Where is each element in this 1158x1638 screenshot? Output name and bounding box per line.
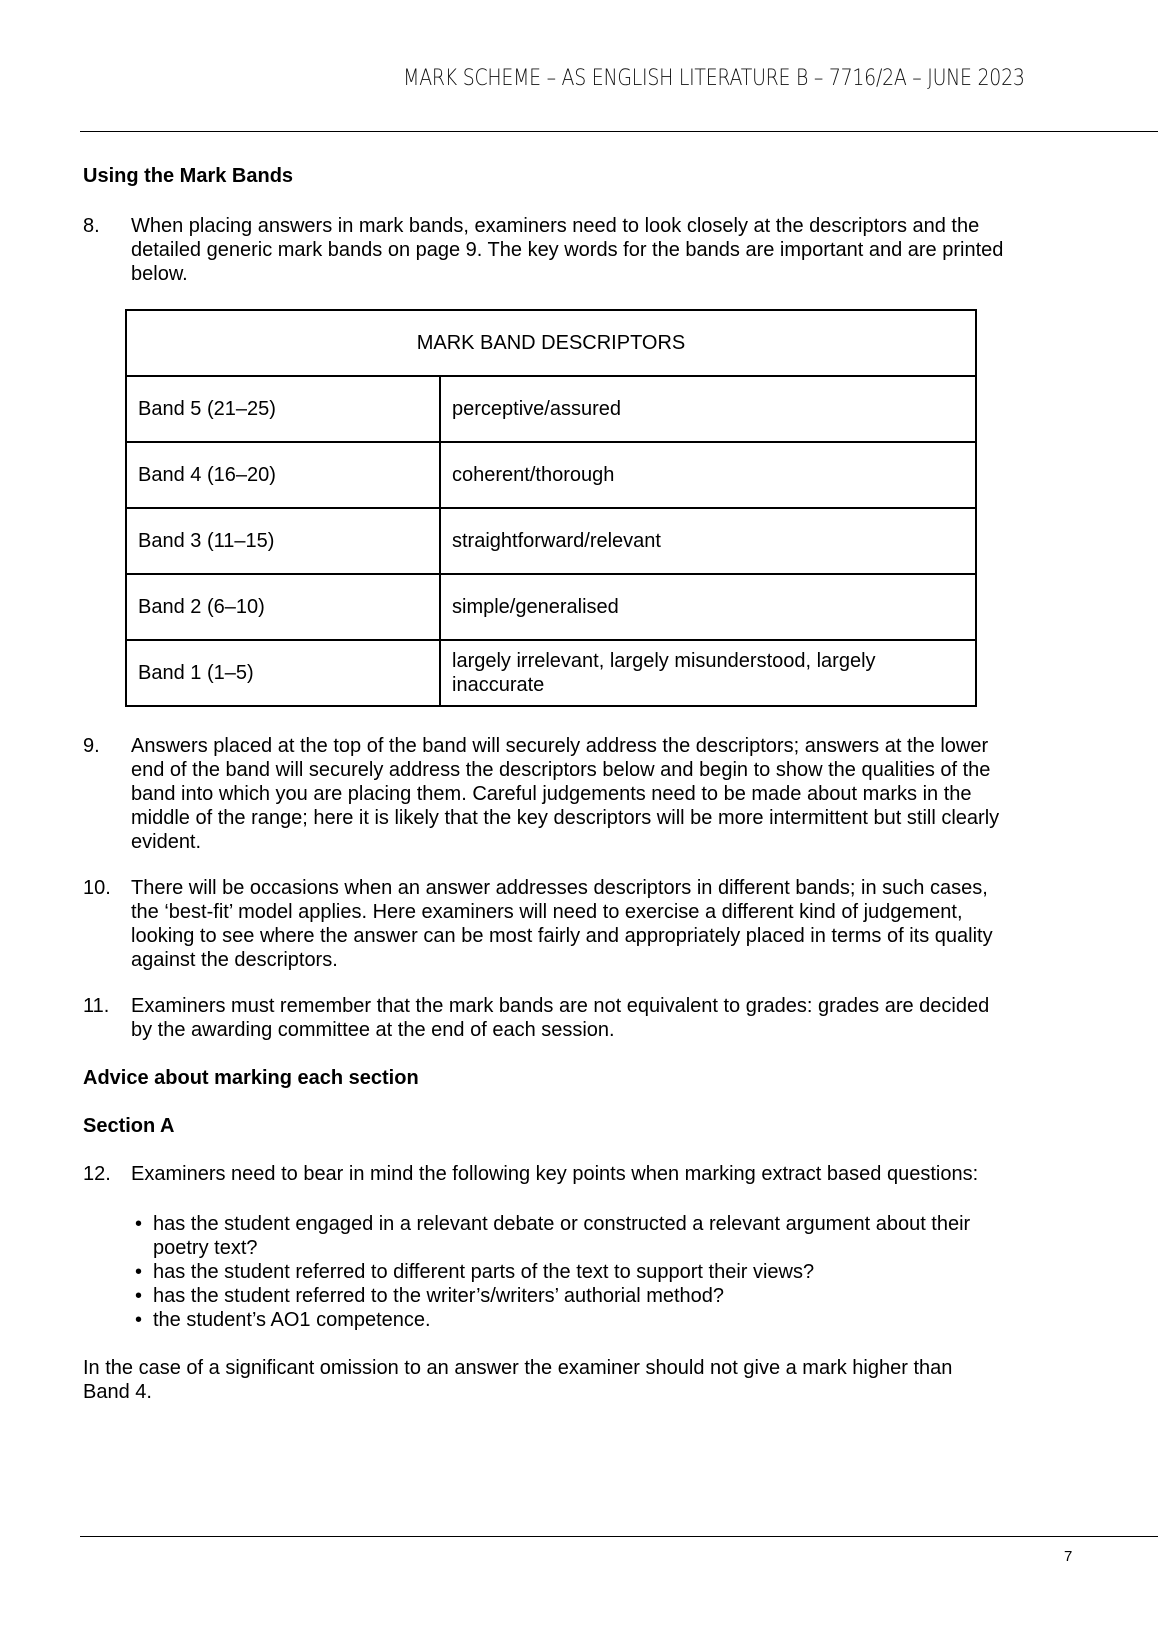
text-line: Examiners must remember that the mark bands are not equivalent to grades: grades are decided — [131, 995, 990, 1017]
key-points-list — [131, 1212, 1083, 1332]
band-cell: Band 5 (21–25) — [126, 376, 440, 442]
text-line: Answers placed at the top of the band will securely address the descriptors; answers at the lower — [131, 735, 989, 757]
text-line: • has the student referred to different parts of the text to support their views? — [153, 1261, 815, 1283]
text-line: • the student’s AO1 competence. — [153, 1309, 431, 1331]
descriptor-cell: coherent/thorough — [440, 442, 976, 508]
text-line: end of the band will securely address the descriptors below and begin to show the qualities of the — [131, 759, 991, 781]
table-title: MARK BAND DESCRIPTORS — [126, 310, 976, 376]
paragraph-8 — [83, 214, 1083, 286]
heading-using-mark-bands: Using the Mark Bands — [83, 165, 294, 187]
text-line: against the descriptors. — [131, 949, 338, 971]
text-line: middle of the range; here it is likely that the key descriptors will be more intermittent but still clearly — [131, 807, 1000, 829]
text-line: below. — [131, 263, 188, 285]
table-row — [126, 508, 976, 574]
band-cell: Band 1 (1–5) — [126, 640, 440, 706]
text-line: largely irrelevant, largely misunderstood, largely — [452, 650, 876, 672]
text-line: evident. — [131, 831, 202, 853]
paragraph-12 — [83, 1162, 1083, 1186]
table-header-row — [126, 310, 976, 376]
page-content — [83, 164, 1083, 286]
text-line: the ‘best-fit’ model applies. Here examiners will need to exercise a different kind of judgement, — [131, 901, 963, 923]
descriptor-cell: straightforward/relevant — [440, 508, 976, 574]
document-header-title: MARK SCHEME – AS ENGLISH LITERATURE B – 7716/2A – JUNE 2023 — [403, 66, 1025, 91]
text-line: band into which you are placing them. Careful judgements need to be made about marks in the — [131, 783, 972, 805]
text-line: Examiners need to bear in mind the following key points when marking extract based questions: — [131, 1163, 979, 1185]
table-row — [126, 640, 976, 706]
text-line: by the awarding committee at the end of each session. — [131, 1019, 615, 1041]
text-line: When placing answers in mark bands, examiners need to look closely at the descriptors and the — [131, 215, 980, 237]
paragraph-number: 12. — [83, 1163, 111, 1185]
paragraph-11 — [83, 994, 1083, 1042]
text-line: There will be occasions when an answer addresses descriptors in different bands; in such cases, — [131, 877, 988, 899]
text-line: detailed generic mark bands on page 9. The key words for the bands are important and are printed — [131, 239, 1004, 261]
footer-divider — [80, 1536, 1158, 1537]
text-line: • has the student engaged in a relevant debate or constructed a relevant argument about their — [153, 1213, 971, 1235]
text-line: poetry text? — [153, 1237, 258, 1259]
paragraph-10 — [83, 876, 1083, 972]
page-content-continued — [83, 734, 1083, 1404]
heading-advice: Advice about marking each section — [83, 1067, 419, 1089]
list-item — [131, 1260, 1083, 1284]
band-cell: Band 3 (11–15) — [126, 508, 440, 574]
band-cell: Band 4 (16–20) — [126, 442, 440, 508]
page-number: 7 — [1064, 1548, 1073, 1565]
table-row — [126, 442, 976, 508]
closing-paragraph — [83, 1356, 1083, 1404]
mark-band-descriptors-table — [125, 309, 977, 707]
text-line: • has the student referred to the writer’s/writers’ authorial method? — [153, 1285, 725, 1307]
band-cell: Band 2 (6–10) — [126, 574, 440, 640]
list-item — [131, 1284, 1083, 1308]
text-line: Band 4. — [83, 1381, 152, 1403]
paragraph-number: 11. — [83, 995, 110, 1017]
table-row — [126, 376, 976, 442]
paragraph-number: 8. — [83, 215, 100, 237]
header-divider — [80, 131, 1158, 132]
descriptor-cell: simple/generalised — [440, 574, 976, 640]
paragraph-9 — [83, 734, 1083, 854]
paragraph-number: 9. — [83, 735, 100, 757]
heading-section-a: Section A — [83, 1115, 175, 1137]
descriptor-cell — [440, 640, 976, 706]
list-item — [131, 1308, 1083, 1332]
text-line: looking to see where the answer can be most fairly and appropriately placed in terms of its quality — [131, 925, 993, 947]
table-row — [126, 574, 976, 640]
list-item — [131, 1212, 1083, 1260]
text-line: inaccurate — [452, 674, 545, 696]
paragraph-number: 10. — [83, 877, 111, 899]
descriptor-cell: perceptive/assured — [440, 376, 976, 442]
text-line: In the case of a significant omission to an answer the examiner should not give a mark higher than — [83, 1357, 953, 1379]
